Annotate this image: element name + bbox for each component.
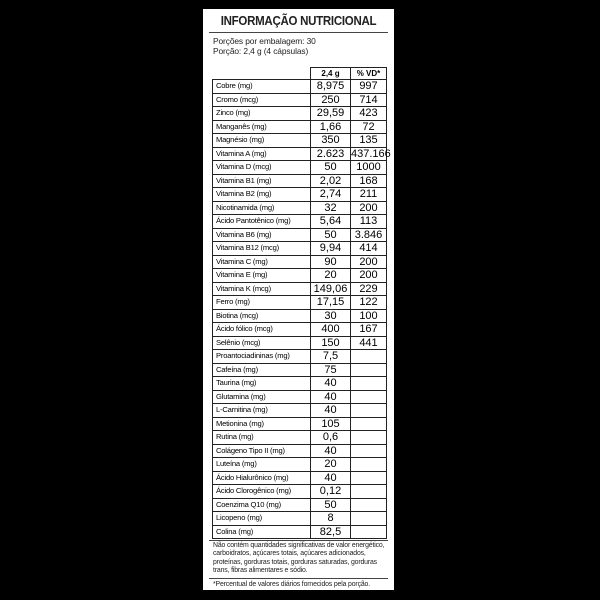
nutrient-dv [351,498,387,512]
nutrient-dv: 423 [351,107,387,121]
nutrient-name: Zinco (mg) [213,107,311,121]
table-row [213,525,387,539]
nutrient-dv [351,512,387,526]
nutrient-dv: 135 [351,134,387,148]
table-row [213,269,387,283]
nutrient-dv: 200 [351,255,387,269]
nutrient-name: Ácido fólico (mcg) [213,323,311,337]
nutrient-amount: 30 [311,309,351,323]
nutrient-name: Cromo (mcg) [213,93,311,107]
table-row [213,390,387,404]
nutrient-dv [351,363,387,377]
nutrient-dv [351,377,387,391]
nutrition-table [212,67,391,539]
nutrient-amount: 40 [311,377,351,391]
table-row [213,512,387,526]
nutrient-amount: 0,6 [311,431,351,445]
nutrient-amount: 40 [311,390,351,404]
nutrient-amount: 2.623 [311,147,351,161]
nutrient-dv [351,404,387,418]
table-row [213,147,387,161]
nutrient-amount: 8,975 [311,80,351,94]
nutrient-dv: 168 [351,174,387,188]
table-row [213,161,387,175]
table-row [213,228,387,242]
nutrient-dv: 211 [351,188,387,202]
nutrient-dv: 414 [351,242,387,256]
nutrient-name: Vitamina A (mg) [213,147,311,161]
table-row [213,485,387,499]
header-amount: 2,4 g [311,68,351,80]
nutrient-name: Colágeno Tipo II (mg) [213,444,311,458]
table-row [213,498,387,512]
nutrient-amount: 250 [311,93,351,107]
table-row [213,404,387,418]
serving-size: Porção: 2,4 g (4 cápsulas) [213,46,309,56]
table-row [213,215,387,229]
nutrition-facts-panel [202,8,395,591]
nutrient-amount: 50 [311,228,351,242]
nutrient-amount: 17,15 [311,296,351,310]
nutrient-amount: 150 [311,336,351,350]
nutrient-amount: 350 [311,134,351,148]
nutrient-amount: 32 [311,201,351,215]
nutrient-dv: 714 [351,93,387,107]
nutrient-dv [351,458,387,472]
nutrient-dv: 3.846 [351,228,387,242]
nutrient-dv: 200 [351,201,387,215]
nutrient-dv: 200 [351,269,387,283]
table-row [213,417,387,431]
nutrient-amount: 40 [311,471,351,485]
nutrient-name: Vitamina K (mcg) [213,282,311,296]
nutrient-name: Coenzima Q10 (mg) [213,498,311,512]
table-row [213,350,387,364]
nutrient-name: Ácido Clorogênico (mg) [213,485,311,499]
nutrient-amount: 400 [311,323,351,337]
table-row [213,323,387,337]
table-row [213,174,387,188]
table-row [213,444,387,458]
nutrient-amount: 149,06 [311,282,351,296]
nutrient-dv: 167 [351,323,387,337]
table-row [213,471,387,485]
nutrient-name: Vitamina B12 (mcg) [213,242,311,256]
nutrient-amount: 5,64 [311,215,351,229]
nutrient-amount: 1,66 [311,120,351,134]
nutrient-dv [351,471,387,485]
table-row [213,282,387,296]
nutrient-amount: 50 [311,161,351,175]
table-row [213,363,387,377]
table-row [213,431,387,445]
nutrient-amount: 20 [311,269,351,283]
nutrient-name: Manganês (mg) [213,120,311,134]
table-row [213,188,387,202]
note-divider [209,540,388,541]
table-header-row [213,68,387,80]
nutrient-name: Nicotinamida (mg) [213,201,311,215]
nutrient-name: Glutamina (mg) [213,390,311,404]
table-row [213,93,387,107]
nutrient-dv: 72 [351,120,387,134]
nutrient-name: L-Carnitina (mg) [213,404,311,418]
nutrient-dv [351,485,387,499]
title-divider [209,32,388,33]
header-dv: % VD* [351,68,387,80]
nutrient-dv: 437.166 [351,147,391,160]
table-row [213,309,387,323]
table-row [213,120,387,134]
nutrient-name: Taurina (mg) [213,377,311,391]
servings-per-package: Porções por embalagem: 30 [213,36,316,46]
table-row [213,80,387,94]
nutrient-name: Magnésio (mg) [213,134,311,148]
nutrient-amount: 8 [311,512,351,526]
table-row [213,377,387,391]
nutrient-dv: 100 [351,309,387,323]
nutrient-amount: 105 [311,417,351,431]
nutrient-name: Colina (mg) [213,525,311,539]
nutrition-note: Não contém quantidades significativas de valor energético, carboidratos, açúcares totais, açúcares adicionados, proteínas, gorduras totais, gorduras saturadas, gorduras trans, fibras alimentares e sódio. [213,542,385,575]
nutrient-dv [351,417,387,431]
nutrient-amount: 90 [311,255,351,269]
nutrient-name: Licopeno (mg) [213,512,311,526]
nutrient-name: Vitamina B2 (mg) [213,188,311,202]
table-row [213,296,387,310]
nutrient-dv [351,390,387,404]
table-row [213,134,387,148]
nutrient-name: Luteína (mg) [213,458,311,472]
nutrient-amount: 0,12 [311,485,351,499]
nutrient-name: Rutina (mg) [213,431,311,445]
nutrient-amount: 2,02 [311,174,351,188]
table-body [213,80,391,539]
table-row [213,458,387,472]
nutrient-name: Biotina (mcg) [213,309,311,323]
nutrient-name: Metionina (mg) [213,417,311,431]
table-row [213,107,387,121]
header-blank [213,68,311,80]
nutrient-name: Ferro (mg) [213,296,311,310]
nutrient-dv [351,350,387,364]
nutrient-dv [351,444,387,458]
nutrient-name: Vitamina B6 (mg) [213,228,311,242]
table-row [213,201,387,215]
nutrient-amount: 40 [311,404,351,418]
nutrient-name: Vitamina D (mcg) [213,161,311,175]
nutrient-dv [351,525,387,539]
table-row [213,336,387,350]
footnote-divider [209,578,388,579]
nutrient-name: Ácido Pantotênico (mg) [213,215,311,229]
nutrient-name: Selênio (mcg) [213,336,311,350]
nutrient-amount: 75 [311,363,351,377]
dv-footnote: *Percentual de valores diários fornecidos pela porção. [213,581,370,588]
nutrient-amount: 2,74 [311,188,351,202]
nutrient-name: Vitamina E (mg) [213,269,311,283]
nutrient-dv: 122 [351,296,387,310]
panel-title: INFORMAÇÃO NUTRICIONAL [220,14,377,28]
nutrient-dv: 229 [351,282,387,296]
nutrient-amount: 82,5 [311,525,351,539]
nutrient-amount: 9,94 [311,242,351,256]
nutrient-amount: 29,59 [311,107,351,121]
nutrient-dv: 113 [351,215,387,229]
nutrient-dv: 1000 [351,161,387,175]
table-row [213,242,387,256]
nutrient-name: Cobre (mg) [213,80,311,94]
nutrient-amount: 50 [311,498,351,512]
table-row [213,255,387,269]
nutrient-amount: 20 [311,458,351,472]
nutrient-name: Vitamina B1 (mg) [213,174,311,188]
nutrient-amount: 7,5 [311,350,351,364]
nutrient-name: Cafeína (mg) [213,363,311,377]
nutrient-amount: 40 [311,444,351,458]
nutrient-dv: 997 [351,80,387,94]
nutrient-name: Ácido Hialurônico (mg) [213,471,311,485]
nutrient-dv: 441 [351,336,387,350]
nutrient-dv [351,431,387,445]
nutrient-name: Vitamina C (mg) [213,255,311,269]
nutrient-name: Proantociadininas (mg) [213,350,311,364]
